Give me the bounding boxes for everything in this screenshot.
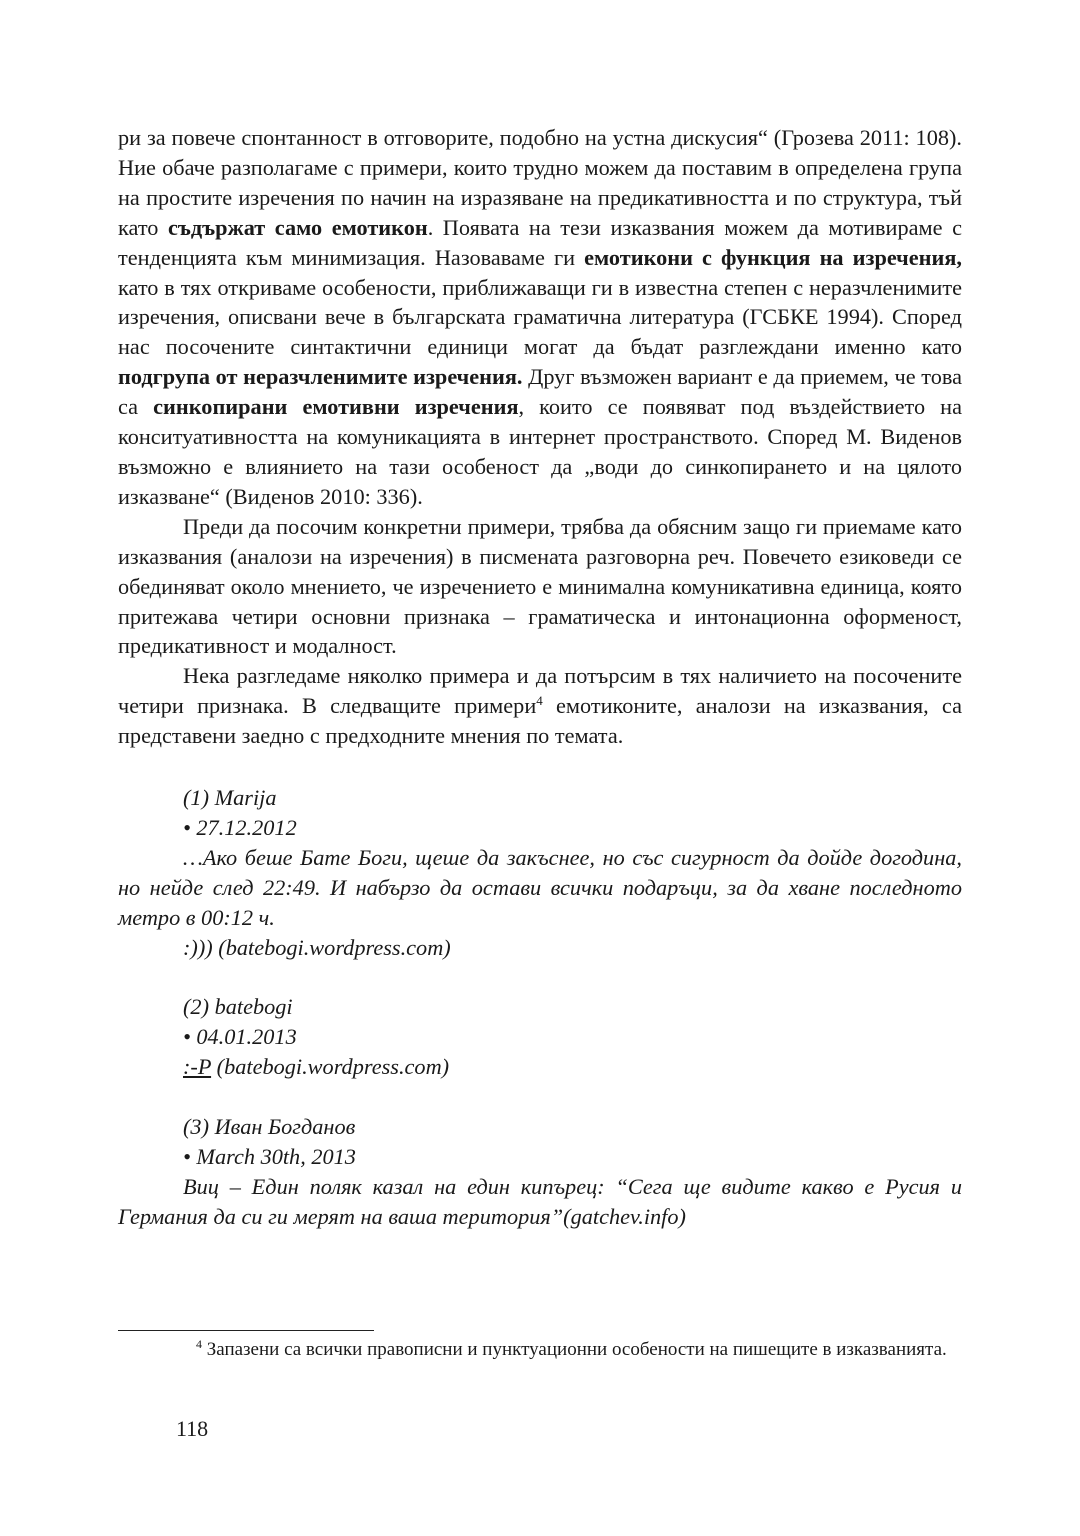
example-author: (2) batebogi [183,994,293,1020]
text-run: Преди да посочим конкретни примери, трябва да обясним защо ги приемаме като изказвания (аналози на изречения) в писмената разговорна реч. Повечето езиковеди се обединяват около мнението, че изречението е минимална комуникативна единица, която притежава четири основни признака – граматическа и интонационна оформеност, предикативност и модалност. [118,513,962,659]
text-run: Друг възможен вариант е да приемем, че това са [118,364,962,420]
example-author: (3) Иван Богданов [183,1114,356,1140]
paragraph [118,512,962,662]
text-run: Нека разгледаме няколко примера и да потърсим в тях наличието на посочените четири признака. В следващите примери [118,663,962,719]
bold-phrase: синкопирани емотивни изречения [153,394,519,420]
example-source: (batebogi.wordpress.com) [211,1054,450,1080]
example-text: Виц – Един поляк казал на един кипърец: “Сега ще видите какво е Русия и Германия да си ги мерят на ваша територия”(gatchev.info) [118,1174,962,1229]
example-emoticon: :))) [183,934,213,960]
main-text [118,123,962,1232]
paragraph [118,123,962,512]
example-2 [118,992,962,1082]
example-date: • 27.12.2012 [183,814,297,840]
example-author: (1) Marija [183,785,277,811]
example-date: • 04.01.2013 [183,1024,297,1050]
example-emoticon-line [118,1052,962,1082]
page-number: 118 [176,1416,209,1441]
footnote-mark: 4 [196,1337,202,1351]
footnote [118,1336,962,1363]
paragraph [118,661,962,751]
bold-phrase: съдържат само емотикон [167,214,428,240]
example-1 [118,783,962,962]
example-3 [118,1112,962,1232]
text-run: , които се появяват под въздействието на конситуативността на комуникацията в интернет пространството. Според М. Виденов възможно е влиянието на тази особеност да „води до синкопирането и на цялото изказване“ (Виденов 2010: 336). [118,394,963,509]
example-emoticon-line [118,933,962,963]
footnote-divider [118,1330,374,1331]
example-emoticon: :-P [183,1054,212,1080]
bold-phrase: подгрупа от неразчленимите изречения. [118,364,523,390]
text-run: . Появата на тези изказвания можем да мотивираме с тенденцията към минимизация. Назоваваме ги [118,214,962,270]
example-source: (batebogi.wordpress.com) [212,934,451,960]
example-text: …Ако беше Бате Боги, щеше да закъснее, но със сигурност да дойде догодина, но нейде след 22:49. И набързо да остави всички подаръци, за да хване последното метро в 00:12 ч. [118,844,962,930]
footnote-text: Запазени са всички правописни и пунктуационни особености на пишещите в изказванията. [202,1339,947,1360]
footnote-ref: 4 [536,693,543,709]
text-run: ри за повече спонтанност в отговорите, подобно на устна дискусия“ (Грозева 2011: 108). Ние обаче разполагаме с примери, които трудно можем да поставим в определена група на простите изречения по начин на изразяване на предикативността и по структура, тъй като [118,125,962,240]
text-run: като в тях откриваме особености, приближаващи ги в известна степен с неразчленимите изречения, описвани вече в българската граматична литература (ГСБКЕ 1994). Според нас посочените синтактични единици могат да бъдат разглеждани именно като [118,274,962,360]
example-date: • March 30th, 2013 [183,1144,356,1170]
text-run: емотиконите, аналози на изказвания, са представени заедно с предходните мнения по темата. [118,693,962,749]
bold-phrase: емотикони с функция на изречения, [584,244,962,270]
